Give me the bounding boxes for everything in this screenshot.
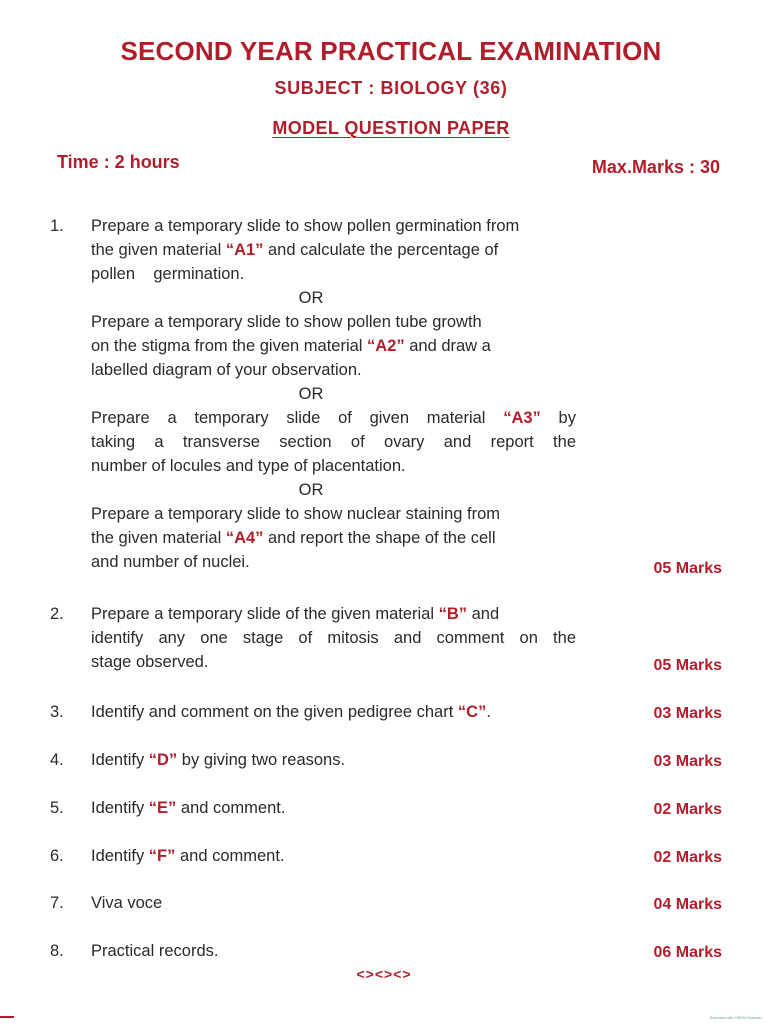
specimen-code: “D” (148, 751, 178, 769)
subject-line: SUBJECT : BIOLOGY (36) (274, 78, 508, 98)
or-separator: OR (298, 481, 324, 499)
end-of-paper-mark: <><><> (356, 966, 412, 982)
specimen-code: “A2” (367, 337, 405, 355)
question-2-body (91, 602, 576, 674)
question-text-line: taking a transverse section of ovary and report the (91, 433, 576, 451)
time-allowed: Time : 2 hours (57, 152, 180, 172)
specimen-code: “B” (438, 605, 468, 623)
question-marks: 05 Marks (653, 657, 722, 674)
question-text-line: Prepare a temporary slide of the given material “B” and (91, 605, 500, 623)
question-marks: 03 Marks (653, 705, 722, 722)
question-8 (50, 939, 730, 965)
specimen-code: “F” (148, 847, 176, 865)
question-text-line: stage observed. (91, 653, 209, 671)
question-text-line: the given material “A4” and report the shape of the cell (91, 529, 496, 547)
specimen-code: “A1” (225, 241, 264, 259)
question-marks: 02 Marks (653, 849, 722, 866)
question-number: 5. (50, 799, 64, 817)
specimen-code: “C” (457, 703, 487, 721)
question-text-line: identify any one stage of mitosis and comment on the (91, 629, 576, 647)
question-7 (50, 891, 730, 917)
question-text: Practical records. (91, 942, 219, 960)
question-1-option-a1 (91, 214, 576, 574)
question-text-line: number of locules and type of placentation. (91, 457, 406, 475)
question-text-line: Prepare a temporary slide to show pollen tube growth (91, 313, 482, 331)
question-text-line: Prepare a temporary slide of given material “A3” by (91, 409, 576, 427)
question-marks: 06 Marks (653, 944, 722, 961)
question-number: 4. (50, 751, 64, 769)
question-6 (50, 844, 730, 870)
question-number: 6. (50, 847, 64, 865)
question-text-line: Prepare a temporary slide to show nuclear staining from (91, 505, 501, 523)
question-text-line: labelled diagram of your observation. (91, 361, 362, 379)
question-number: 1. (50, 217, 64, 235)
question-number: 2. (50, 605, 64, 623)
question-marks: 03 Marks (653, 753, 722, 770)
question-4 (50, 748, 730, 774)
question-marks: 02 Marks (653, 801, 722, 818)
question-number: 3. (50, 703, 64, 721)
question-number: 8. (50, 942, 64, 960)
question-text: Identify “F” and comment. (91, 847, 285, 865)
or-separator: OR (298, 289, 324, 307)
max-marks: Max.Marks : 30 (591, 157, 720, 177)
specimen-code: “A4” (225, 529, 264, 547)
question-number: 7. (50, 894, 64, 912)
question-text-line: the given material “A1” and calculate the percentage of (91, 241, 499, 259)
question-text: Identify “D” by giving two reasons. (91, 751, 346, 769)
scanner-watermark: Scanned with OKEN Scanner (709, 1015, 762, 1020)
question-text-line: and number of nuclei. (91, 553, 250, 571)
question-text: Viva voce (91, 894, 163, 912)
paper-type: MODEL QUESTION PAPER (272, 118, 510, 138)
question-text: Identify “E” and comment. (91, 799, 286, 817)
exam-title: SECOND YEAR PRACTICAL EXAMINATION (120, 36, 662, 66)
question-text-line: on the stigma from the given material “A2” and draw a (91, 337, 491, 355)
specimen-code: “E” (148, 799, 177, 817)
question-text-line: pollen germination. (91, 265, 245, 283)
question-3 (50, 700, 730, 726)
question-2 (50, 602, 730, 682)
scan-edge-mark (0, 1016, 14, 1018)
question-marks: 04 Marks (653, 896, 722, 913)
question-5 (50, 796, 730, 822)
question-marks: 05 Marks (653, 560, 722, 577)
question-1 (50, 214, 730, 584)
or-separator: OR (298, 385, 324, 403)
specimen-code: “A3” (503, 409, 541, 427)
question-text: Identify and comment on the given pedigree chart “C”. (91, 703, 491, 721)
question-text-line: Prepare a temporary slide to show pollen germination from (91, 217, 520, 235)
